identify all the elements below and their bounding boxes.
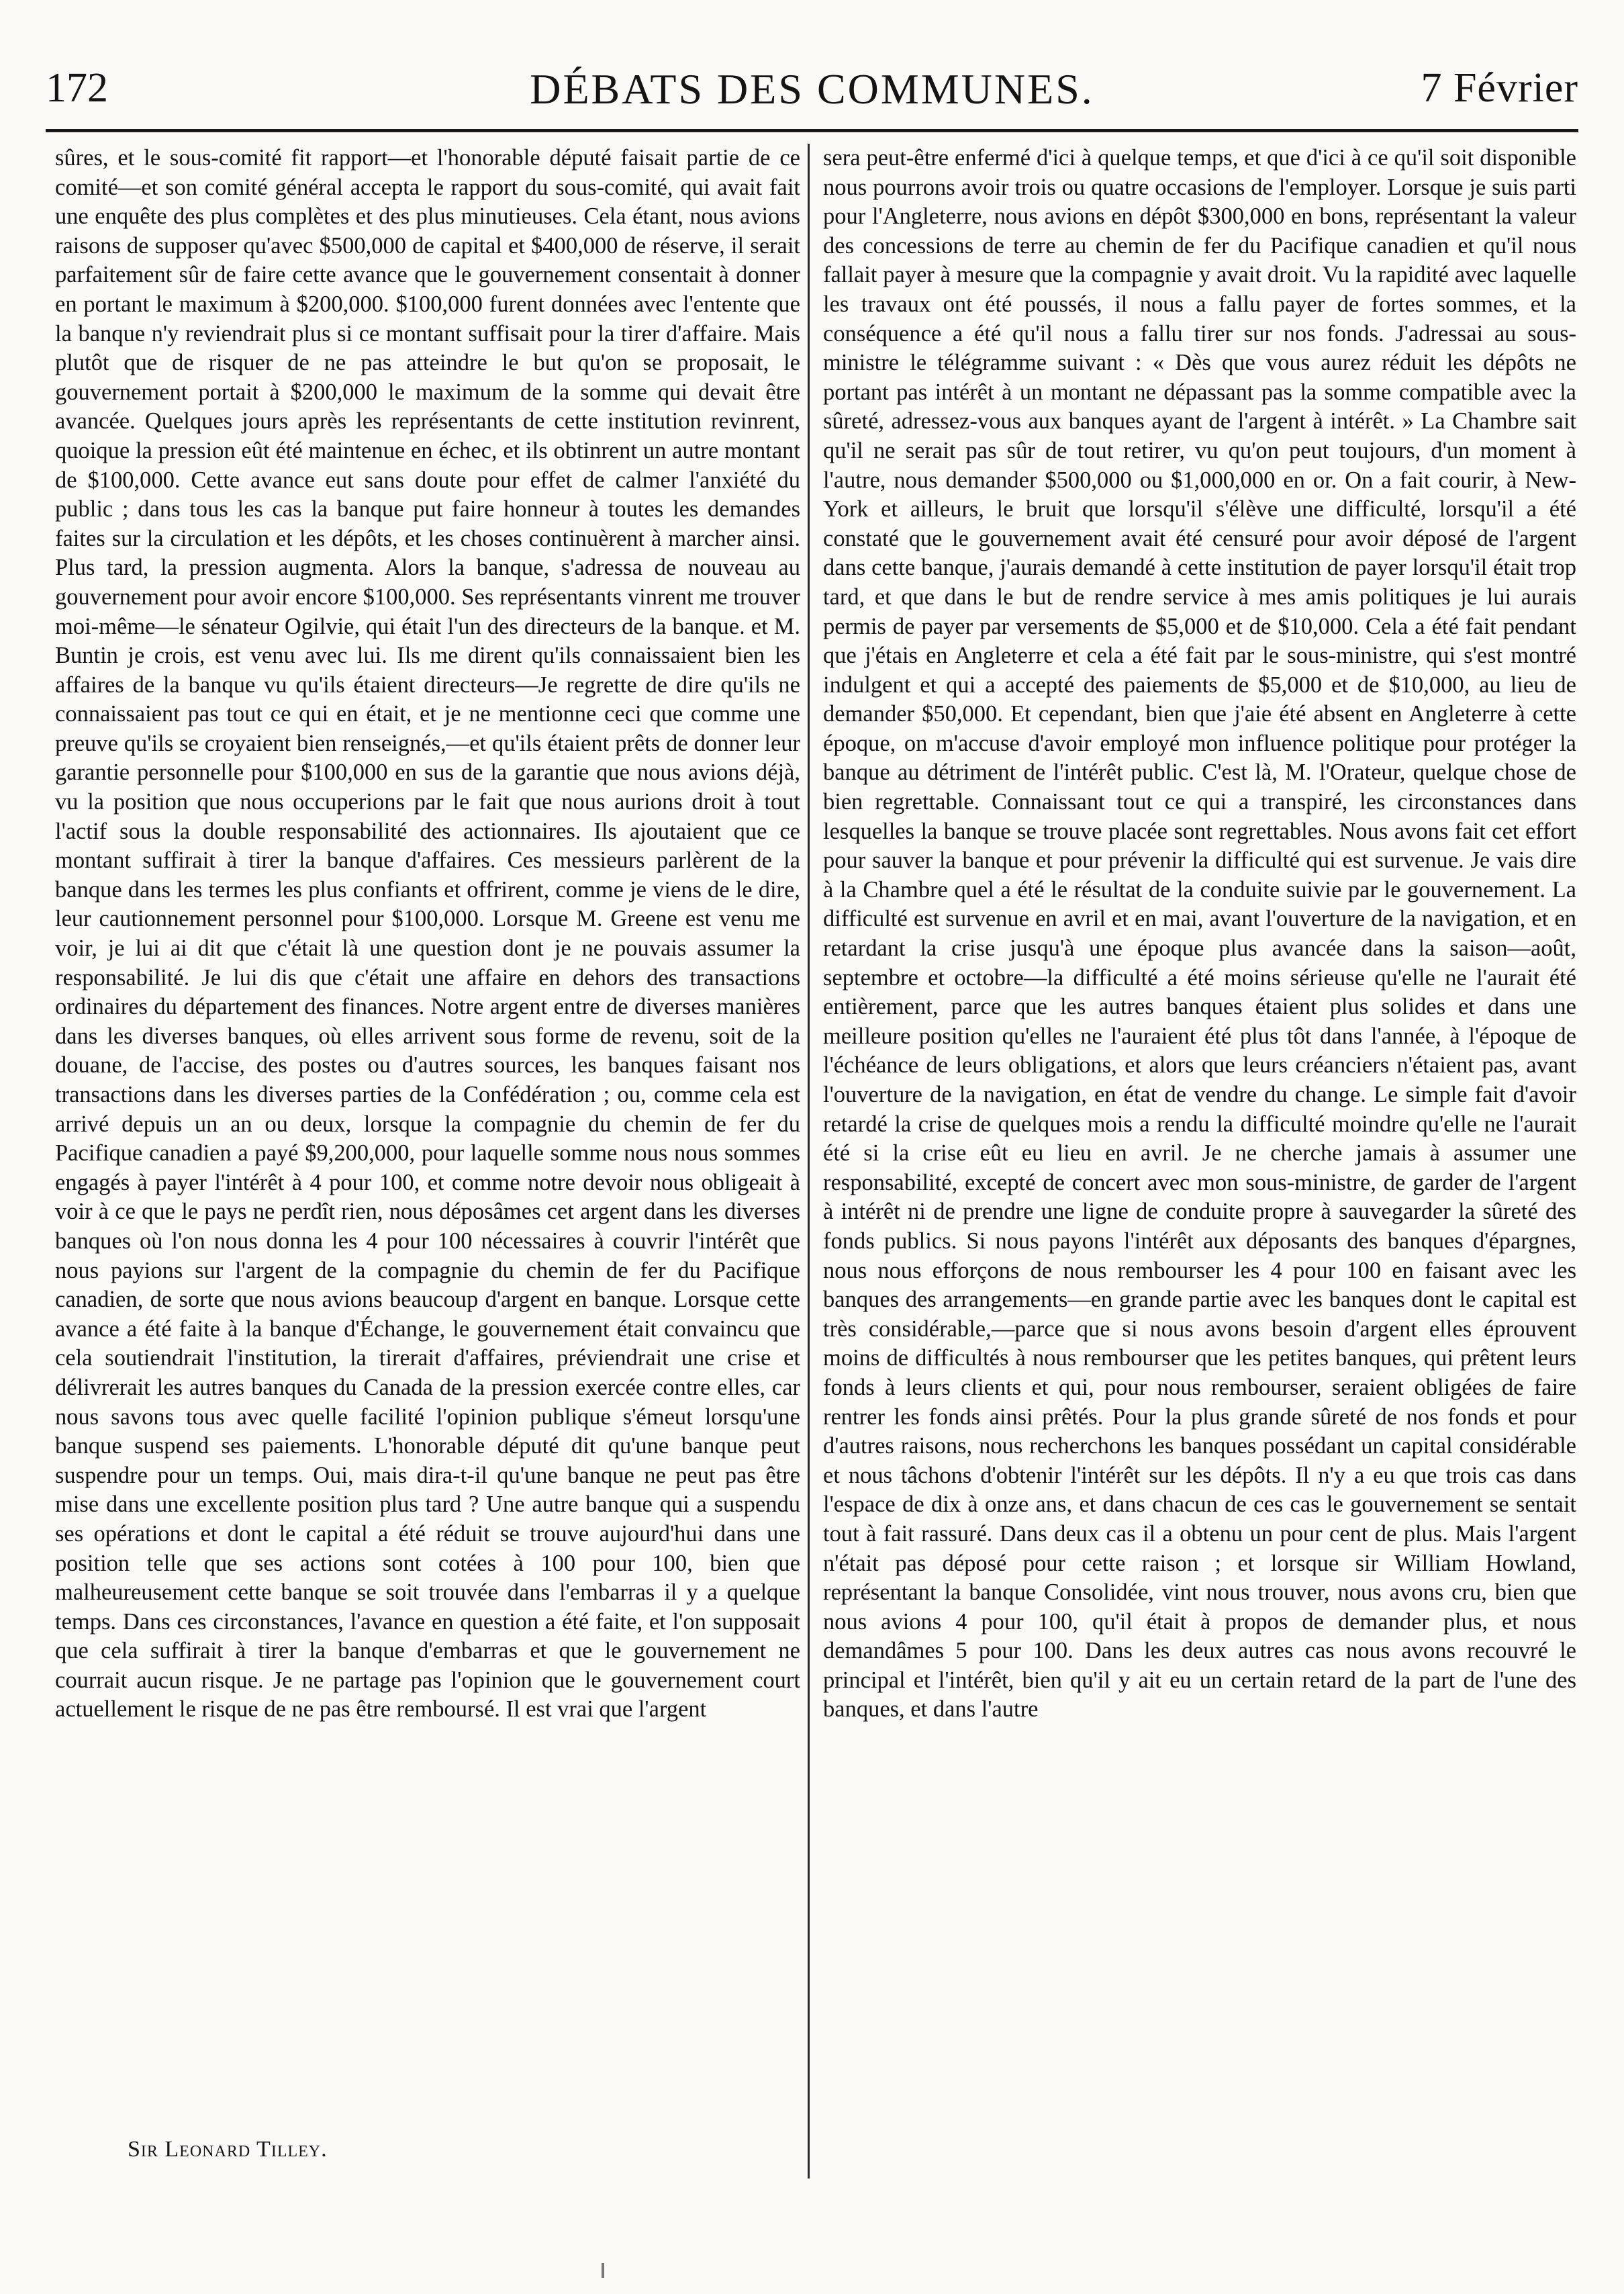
right-column-text: sera peut-être enfermé d'ici à quelque temps, et que d'ici à ce qu'il soit disponible nous pourrons avoir trois ou quatre occasions de l'employer. Lorsque je suis parti pour l'Angleterre, nous avions en dépôt $300,000 en bons, représentant la valeur des concessions de terre au chemin de fer du Pacifique canadien et qu'il nous fallait payer à mesure que la compagnie y avait droit. Vu la rapidité avec laquelle les travaux ont été poussés, il nous a fallu payer de fortes sommes, et la conséquence a été qu'il nous a fallu tirer sur nos fonds. J'adressai au sous-ministre le télégramme suivant : « Dès que vous aurez réduit les dépôts ne portant pas intérêt à un montant ne dépassant pas la somme compatible avec la sûreté, adressez-vous aux banques ayant de l'argent à intérêt. » La Chambre sait qu'il ne serait pas sûr de tout retirer, vu qu'on peut toujours, d'un moment à l'autre, nous demander $500,000 ou $1,000,000 en or. On a fait courir, à New-York et ailleurs, le bruit que lorsqu'il s'élève une difficulté, lorsqu'il a été constaté que le gouvernement avait été censuré pour avoir déposé de l'argent dans cette banque, j'aurais demandé à cette institution de payer lorsqu'il était trop tard, et que dans le but de rendre service à mes amis politiques je lui aurais permis de payer par versements de $5,000 et de $10,000. Cela a été fait pendant que j'étais en Angleterre et cela a été fait par le sous-ministre, qui s'est montré indulgent et qui a accepté des paiements de $5,000 et de $10,000, au lieu de demander $50,000. Et cependant, bien que j'aie été absent en Angleterre à cette époque, on m'accuse d'avoir employé mon influence politique pour protéger la banque au détriment de l'intérêt public. C'est là, M. l'Orateur, quelque chose de bien regrettable. Connaissant tout ce qui a transpiré, les circonstances dans lesquelles la banque se trouve placée sont regrettables. Nous avons fait cet effort pour sauver la banque et pour prévenir la difficulté qui est survenue. Je vais dire à la Chambre quel a été le résultat de la conduite suivie par le gouvernement. La difficulté est survenue en avril et en mai, avant l'ouverture de la navigation, et en retardant la crise jusqu'à une époque plus avancée dans la saison—août, septembre et octobre—la difficulté a été moins sérieuse qu'elle ne l'aurait été entièrement, parce que les autres banques étaient plus solides et dans une meilleure position qu'elles ne l'auraient été plus tôt dans l'année, à l'époque de l'échéance de leurs obligations, et alors que leurs créanciers n'étaient pas, avant l'ouverture de la navigation, en état de vendre du change. Le simple fait d'avoir retardé la crise de quelques mois a rendu la difficulté moindre qu'elle ne l'aurait été si la crise eût eu lieu en avril. Je ne cherche jamais à assumer une responsabilité, excepté de concert avec mon sous-ministre, de garder de l'argent à intérêt ni de prendre une ligne de conduite propre à sauvegarder la sûreté des fonds publics. Si nous payons l'intérêt aux déposants des banques d'épargnes, nous nous efforçons de nous rembourser les 4 pour 100 en faisant avec les banques des arrangements—en grande partie avec les banques dont le capital est très considérable,—parce que si nous avons besoin d'argent elles éprouvent moins de difficultés à nous rembourser que les petites banques, qui prêtent leurs fonds à leurs clients et qui, pour nous rembourser, seraient obligées de faire rentrer les fonds ainsi prêtés. Pour la plus grande sûreté de nos fonds et pour d'autres raisons, nous recherchons les banques possédant un capital considérable et nous tâchons d'obtenir l'intérêt sur les dépôts. Il n'y a eu que trois cas dans l'espace de dix à onze ans, et dans chacun de ces cas le gouvernement se sentait tout à fait rassuré. Dans deux cas il a obtenu un pour cent de plus. Mais l'argent n'était pas déposé pour cette raison ; et lorsque sir William Howland, représentant la banque Consolidée, vint nous trouver, nous avons cru, bien que nous avions 4 pour 100, qu'il était à propos de demander plus, et nous demandâmes 5 pour 100. Dans les deux autres cas nous avons recouvré le principal et l'intérêt, bien qu'il y ait eu un certain retard de la part de l'une des banques, et dans l'autre bbox=[823, 145, 1576, 1723]
page-header bbox=[46, 64, 1578, 125]
column-divider bbox=[808, 144, 810, 2178]
left-column bbox=[55, 144, 800, 2131]
header-date: 7 Février bbox=[1421, 65, 1578, 111]
header-rule bbox=[46, 129, 1578, 132]
speaker-signature: Sir Leonard Tilley. bbox=[128, 2137, 328, 2162]
page-number: 172 bbox=[46, 65, 108, 111]
running-title: DÉBATS DES COMMUNES. bbox=[530, 65, 1094, 113]
right-column bbox=[823, 144, 1576, 2131]
page-mark bbox=[602, 2263, 604, 2278]
left-column-text: sûres, et le sous-comité fit rapport—et l'honorable député faisait partie de ce comité—et son comité général accepta le rapport du sous-comité, qui avait fait une enquête des plus complètes et des plus minutieuses. Cela étant, nous avions raisons de supposer qu'avec $500,000 de capital et $400,000 de réserve, il serait parfaitement sûr de faire cette avance que le gouvernement consentait à donner en portant le maximum à $200,000. $100,000 furent données avec l'entente que la banque n'y reviendrait plus si ce montant suffisait pour la tirer d'affaire. Mais plutôt que de risquer de ne pas atteindre le but qu'on se proposait, le gouvernement portait à $200,000 le maximum de la somme qui devait être avancée. Quelques jours après les représentants de cette institution revinrent, quoique la pression eût été maintenue en échec, et ils obtinrent un autre montant de $100,000. Cette avance eut sans doute pour effet de calmer l'anxiété du public ; dans tous les cas la banque put faire honneur à toutes les demandes faites sur la circulation et les dépôts, et les choses continuèrent à marcher ainsi. Plus tard, la pression augmenta. Alors la banque, s'adressa de nouveau au gouvernement pour avoir encore $100,000. Ses représentants vinrent me trouver moi-même—le sénateur Ogilvie, qui était l'un des directeurs de la banque. et M. Buntin je crois, est venu avec lui. Ils me dirent qu'ils connaissaient bien les affaires de la banque vu qu'ils étaient directeurs—Je regrette de dire qu'ils ne connaissaient pas tout ce qui en était, et je ne mentionne ceci que comme une preuve qu'ils se croyaient bien renseignés,—et qu'ils étaient prêts de donner leur garantie personnelle pour $100,000 en sus de la garantie que nous avions déjà, vu la position que nous occuperions par le fait que nous aurions droit à tout l'actif sous la double responsabilité des actionnaires. Ils ajoutaient que ce montant suffirait à tirer la banque d'affaires. Ces messieurs parlèrent de la banque dans les termes les plus confiants et offrirent, comme je viens de le dire, leur cautionnement personnel pour $100,000. Lorsque M. Greene est venu me voir, je lui ai dit que c'était là une question dont je ne pouvais assumer la responsabilité. Je lui dis que c'était une affaire en dehors des transactions ordinaires du département des finances. Notre argent entre de diverses manières dans les diverses banques, où elles arrivent sous forme de revenu, soit de la douane, de l'accise, des postes ou d'autres sources, les banques faisant nos transactions dans les diverses parties de la Confédération ; ou, comme cela est arrivé depuis un an ou deux, lorsque la compagnie du chemin de fer du Pacifique canadien a payé $9,200,000, pour laquelle somme nous nous sommes engagés à payer l'intérêt à 4 pour 100, et comme notre devoir nous obligeait à voir à ce que le pays ne perdît rien, nous déposâmes cet argent dans les diverses banques où l'on nous donna les 4 pour 100 nécessaires à couvrir l'intérêt que nous payions sur l'argent de la compagnie du chemin de fer du Pacifique canadien, de sorte que nous avions beaucoup d'argent en banque. Lorsque cette avance a été faite à la banque d'Échange, le gouvernement était convaincu que cela soutiendrait l'institution, la tirerait d'affaires, préviendrait une crise et délivrerait les autres banques du Canada de la pression exercée contre elles, car nous savons tous avec quelle facilité l'opinion publique s'émeut lorsqu'une banque suspend ses paiements. L'honorable député dit qu'une banque peut suspendre pour un temps. Oui, mais dira-t-il qu'une banque ne peut pas être mise dans une excellente position plus tard ? Une autre banque qui a suspendu ses opérations et dont le capital a été réduit se trouve aujourd'hui dans une position telle que ses actions sont cotées à 100 pour 100, bien que malheureusement cette banque se soit trouvée dans l'embarras il y a quelque temps. Dans ces circonstances, l'avance en question a été faite, et l'on supposait que cela suffirait à tirer la banque d'embarras et que le gouvernement ne courrait aucun risque. Je ne partage pas l'opinion que le gouvernement court actuellement le risque de ne pas être remboursé. Il est vrai que l'argent bbox=[55, 145, 800, 1723]
